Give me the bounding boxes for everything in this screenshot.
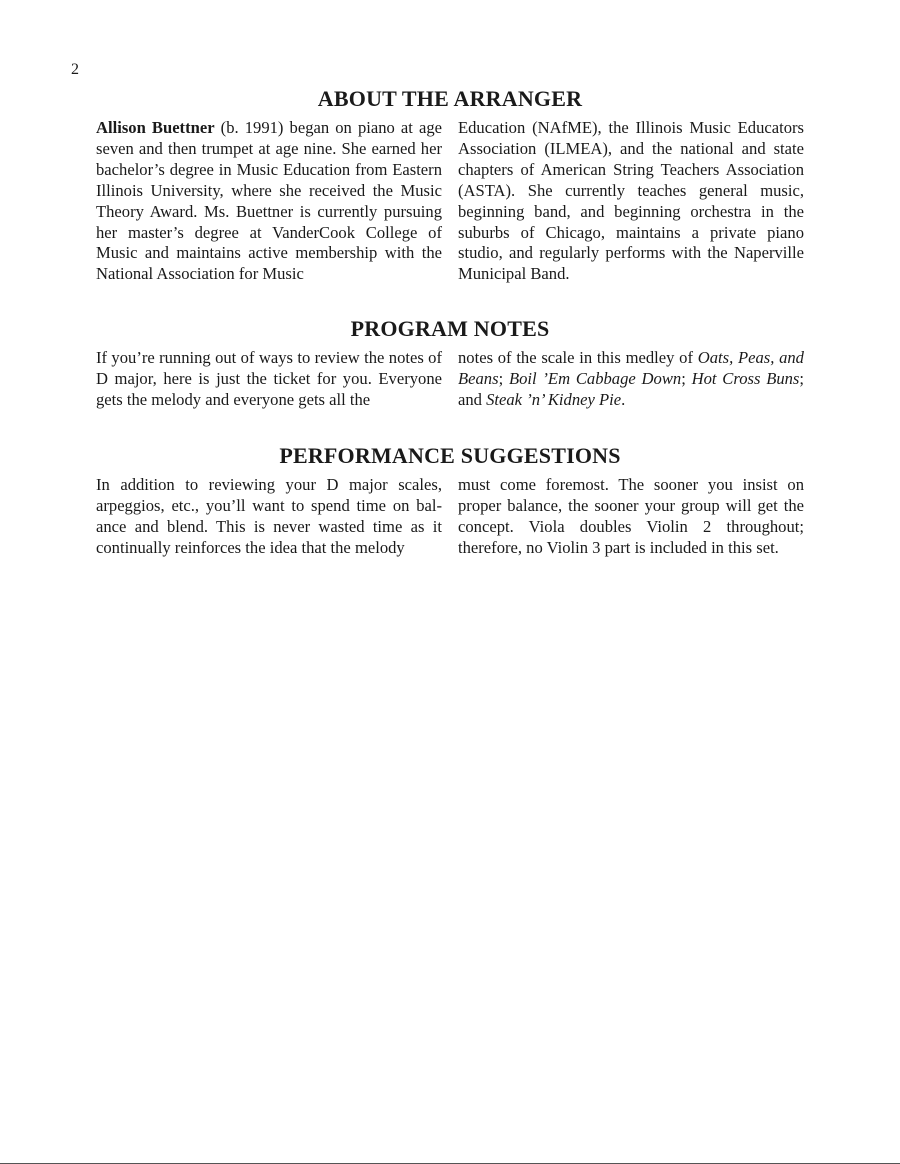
song-title-1: Oats, Peas, and Beans [458,348,804,388]
song-separator-1: ; [498,368,509,388]
about-the-arranger-section [96,86,804,285]
performance-column-right [458,475,804,559]
about-column-right [458,118,804,285]
program-text-end: . [621,389,626,409]
song-separator-3: ; and [458,368,805,409]
program-columns [96,348,804,411]
about-paragraph-left [96,118,442,285]
arranger-name: Allison Buettner [96,118,215,137]
song-title-3: Hot Cross Buns [691,368,800,388]
performance-heading: PERFORMANCE SUGGESTIONS [279,443,621,468]
song-title-2: Boil ’Em Cabbage Down [508,368,682,388]
program-paragraph-left: If you’re running out of ways to review the notes of D major, here is just the ticket for you. Everyone gets the melody and everyone gets all the [96,348,442,409]
performance-paragraph-right: must come foremost. The sooner you insist on proper balance, the sooner your group will get the concept. Viola doubles Violin 2 throughout; therefore, no Violin 3 part is included in this set. [458,475,804,557]
program-text-intro: notes of the scale in this medley of [458,348,698,367]
about-paragraph-right: Education (NAfME), the Illinois Music Educators Association (ILMEA), and the national and state chapters of American String Teachers Association (ASTA). She currently teaches general music, beginning band, and beginning orchestra in the suburbs of Chicago, maintains a private piano studio, and regularly performs with the Naperville Municipal Band. [458,118,804,284]
program-notes-section [96,316,804,411]
performance-paragraph-left: In addition to reviewing your D major scales, arpeggios, etc., you’ll want to spend time on balance and blend. This is never wasted time as it continually reinforces the idea that the melody [96,475,442,557]
about-columns [96,118,804,285]
performance-column-left [96,475,442,559]
program-paragraph-right [458,348,804,411]
program-column-right [458,348,804,411]
song-title-4: Steak ’n’ Kidney Pie [486,389,622,409]
about-column-left [96,118,442,285]
about-heading: ABOUT THE ARRANGER [317,86,583,111]
about-text-left: (b. 1991) began on piano at age seven and then trumpet at age nine. She earned her bachelor’s degree in Music Education from Eastern Illinois University, where she received the Music Theory Award. Ms. Buettner is currently pursuing her master’s degree at VanderCook College of Music and maintains active membership with the National Association for Music [96,118,443,284]
program-column-left [96,348,442,411]
song-separator-2: ; [681,368,692,388]
performance-suggestions-section [96,443,804,559]
page-number: 2 [71,61,79,78]
program-heading: PROGRAM NOTES [350,316,550,341]
performance-columns [96,475,804,559]
